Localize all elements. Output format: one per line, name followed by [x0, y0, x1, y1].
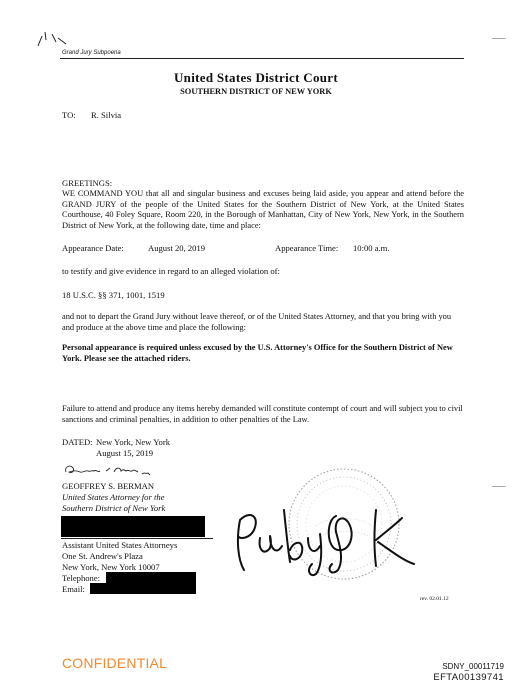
- email-redaction: [90, 583, 196, 594]
- berman-signature: [62, 459, 162, 479]
- testify-text: to testify and give evidence in regard to an alleged violation of:: [62, 266, 280, 276]
- contact-title: Assistant United States Attorneys: [62, 540, 178, 550]
- recipient-name: R. Silvia: [91, 110, 122, 120]
- revision-code: rev. 02.01.12: [420, 596, 449, 602]
- appearance-time-label: Appearance Time:: [275, 243, 339, 253]
- bates-number-efta: EFTA00139741: [433, 672, 504, 683]
- command-paragraph: WE COMMAND YOU that all and singular business and excuses being laid aside, you appear and attend before the GRAND JURY of the people of the United States for the Southern District of New York, at the United States Courthouse, 40 Foley Square, Room 220, in the Borough of Manhattan, City of New York, New York, in the Southern District of New York, at the following date, time and place:: [62, 189, 464, 230]
- appearance-date-label: Appearance Date:: [62, 243, 124, 253]
- depart-paragraph: and not to depart the Grand Jury without leave thereof, or of the United States Attorney, and that you bring with you and produce at the above time and place the following:: [62, 312, 452, 332]
- dated-date: August 15, 2019: [96, 448, 154, 458]
- signer-title-line1: United States Attorney for the: [62, 492, 165, 502]
- district-name: SOUTHERN DISTRICT OF NEW YORK: [180, 87, 332, 96]
- contact-address2: New York, New York 10007: [62, 562, 160, 572]
- clerk-signature: [226, 490, 466, 580]
- form-name-rule: [60, 58, 464, 59]
- email-label: Email:: [62, 584, 85, 594]
- telephone-label: Telephone:: [62, 573, 101, 583]
- greetings: GREETINGS:: [62, 178, 113, 188]
- scan-mark-top-left: [36, 28, 70, 50]
- scan-mark-right: [492, 486, 506, 487]
- statute-citation: 18 U.S.C. §§ 371, 1001, 1519: [62, 290, 165, 300]
- to-label: TO:: [62, 110, 76, 120]
- scan-mark-top-right: [492, 38, 506, 39]
- appearance-time-value: 10:00 a.m.: [353, 243, 390, 253]
- signer-name: GEOFFREY S. BERMAN: [62, 481, 155, 491]
- form-name: Grand Jury Subpoena: [62, 50, 121, 56]
- personal-appearance-notice: Personal appearance is required unless excused by the U.S. Attorney's Office for the Southern District of New York. Please see the attached riders.: [62, 343, 453, 363]
- signer-title-line2: Southern District of New York: [62, 503, 166, 513]
- redaction-box: [61, 516, 205, 537]
- court-title: United States District Court: [173, 70, 338, 85]
- signature-line: [61, 538, 213, 539]
- confidential-stamp: CONFIDENTIAL: [62, 655, 168, 671]
- dated-label: DATED:: [62, 437, 93, 447]
- dated-place: New York, New York: [96, 437, 171, 447]
- failure-paragraph: Failure to attend and produce any items hereby demanded will constitute contempt of court and will subject you to civil sanctions and criminal penalties, in addition to other penalties of the Law.: [62, 404, 463, 424]
- bates-number-sdny: SDNY_00011719: [442, 662, 504, 671]
- contact-address1: One St. Andrew's Plaza: [62, 551, 143, 561]
- appearance-date-value: August 20, 2019: [148, 243, 206, 253]
- telephone-redaction: [106, 572, 196, 583]
